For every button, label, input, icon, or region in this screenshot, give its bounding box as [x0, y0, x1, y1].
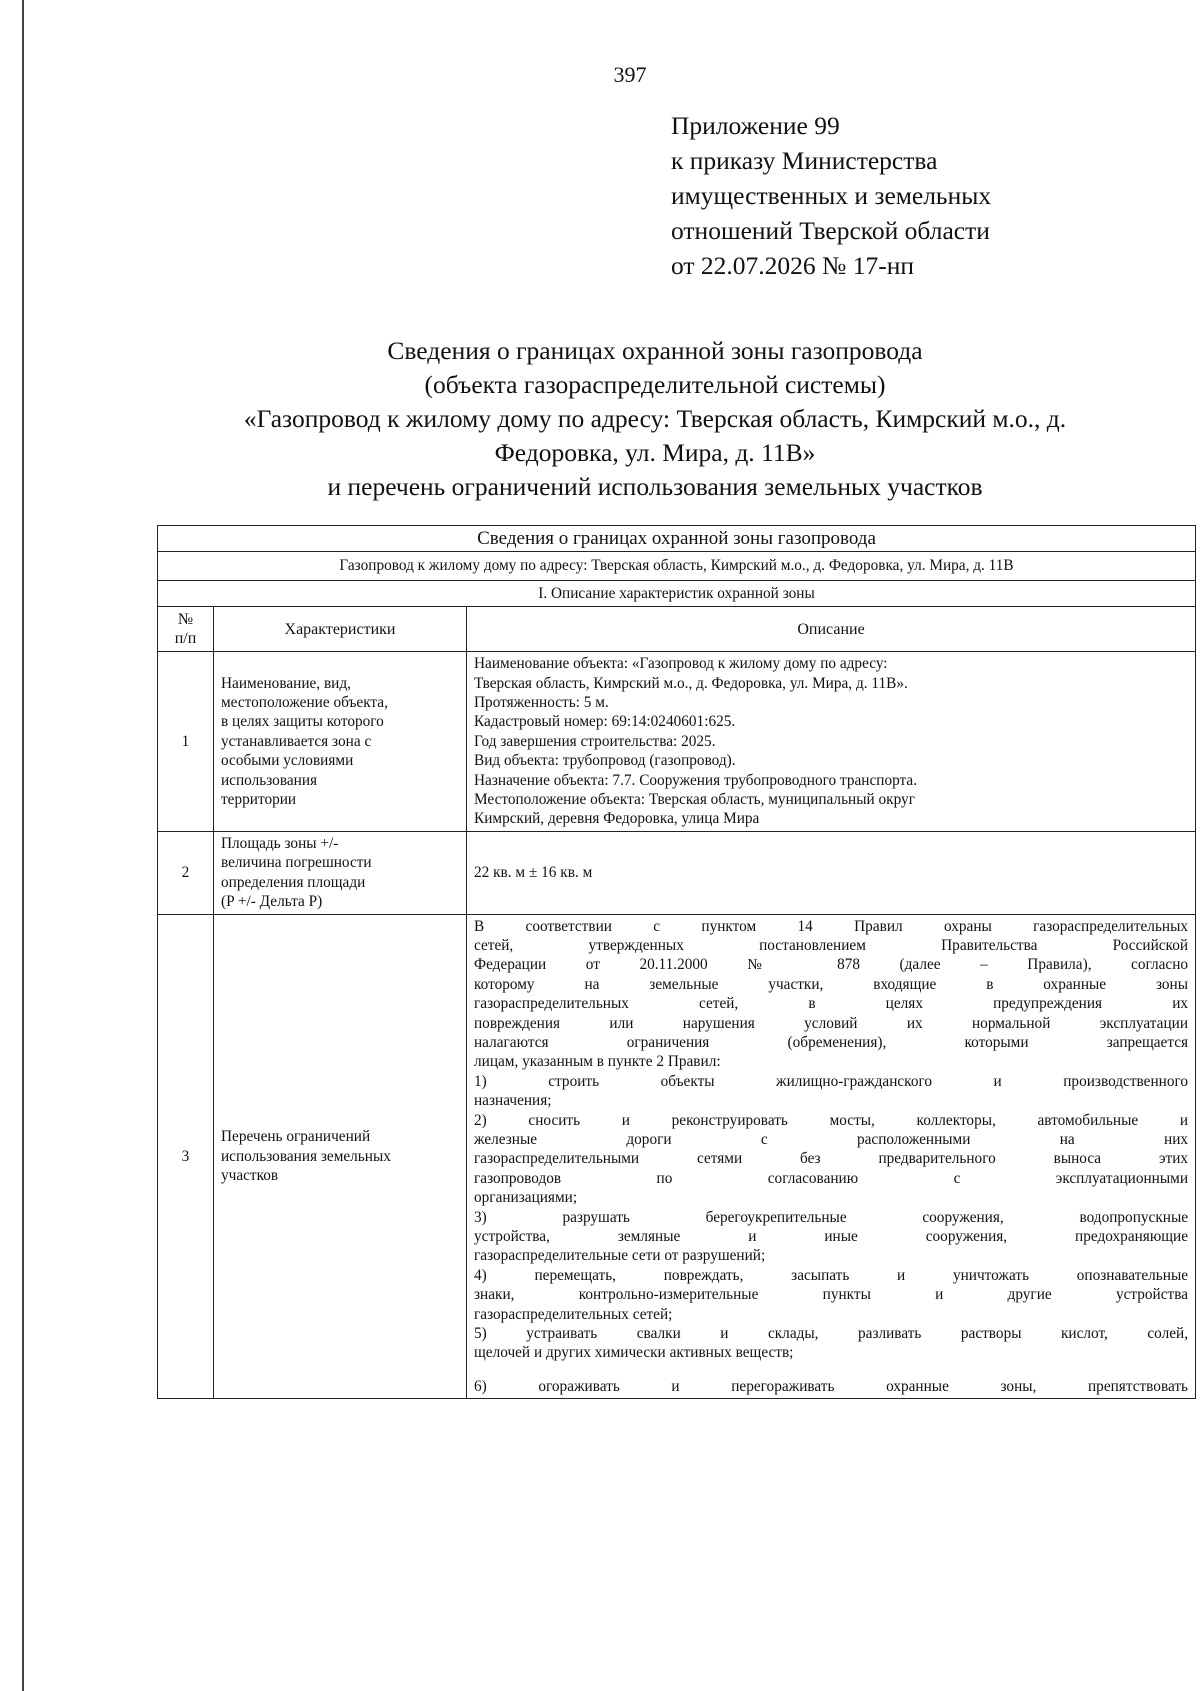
column-header-description: Описание: [467, 607, 1196, 652]
row-description: [467, 914, 1196, 1399]
description-line: Вид объекта: трубопровод (газопровод).: [474, 752, 736, 770]
description-line: газораспределительных сетей;: [474, 1305, 673, 1323]
characteristic-line: Перечень ограничений: [221, 1128, 371, 1146]
title-line: Сведения о границах охранной зоны газопровода: [387, 336, 923, 365]
characteristic-line: территории: [221, 791, 297, 809]
table-heading: Сведения о границах охранной зоны газопровода: [158, 526, 1196, 552]
appendix-line: к приказу Министерства: [671, 146, 938, 175]
description-line: лицам, указанным в пункте 2 Правил:: [474, 1053, 721, 1071]
page-number: 397: [613, 62, 647, 87]
characteristic-line: устанавливается зона с: [221, 732, 372, 750]
description-line: Федерации от 20.11.2000 № 878 (далее – Правила), согласно: [474, 956, 1189, 974]
description-line: Год завершения строительства: 2025.: [474, 732, 716, 750]
row-description: [467, 652, 1196, 832]
description-line: железные дороги с расположенными на них: [474, 1130, 1189, 1148]
characteristic-line: в целях защиты которого: [221, 713, 384, 731]
appendix-line: отношений Тверской области: [671, 216, 990, 245]
appendix-line: Приложение 99: [671, 111, 840, 140]
description-line: 1) строить объекты жилищно-гражданского и производственного: [474, 1072, 1189, 1090]
column-header-characteristics: Характеристики: [214, 607, 467, 652]
description-line: 3) разрушать берегоукрепительные сооружения, водопропускные: [474, 1208, 1189, 1226]
characteristic-line: особыми условиями: [221, 752, 354, 770]
description-line: сетей, утвержденных постановлением Правительства Российской: [474, 936, 1189, 954]
appendix-block: [671, 108, 1171, 283]
table-row: [158, 914, 1196, 1399]
description-line: газораспределительных сетей, в целях предупреждения их: [474, 995, 1189, 1013]
description-line: повреждения или нарушения условий их нормальной эксплуатации: [474, 1014, 1189, 1032]
characteristic-line: величина погрешности: [221, 854, 372, 872]
row-number: 1: [158, 652, 214, 832]
zone-info-table: [157, 525, 1196, 1399]
row-characteristic: [214, 831, 467, 914]
table-object-row: [158, 552, 1196, 580]
title-line: и перечень ограничений использования земельных участков: [327, 472, 983, 501]
table-section-title: I. Описание характеристик охранной зоны: [158, 580, 1196, 606]
description-blank-line: [474, 1363, 1188, 1377]
title-line: «Газопровод к жилому дому по адресу: Тверская область, Кимрский м.о., д.: [243, 404, 1067, 433]
table-heading-row: [158, 526, 1196, 552]
description-line: В соответствии с пунктом 14 Правил охраны газораспределительных: [474, 917, 1189, 935]
document-title: [150, 334, 1160, 504]
title-line: Федоровка, ул. Мира, д. 11В»: [494, 438, 816, 467]
description-line: Протяженность: 5 м.: [474, 694, 609, 712]
table-header-row: [158, 607, 1196, 652]
description-line: которому на земельные участки, входящие в охранные зоны: [474, 975, 1189, 993]
description-line: Местоположение объекта: Тверская область, муниципальный округ: [474, 791, 915, 809]
characteristic-line: Площадь зоны +/-: [221, 834, 339, 852]
characteristic-line: использования: [221, 771, 318, 789]
characteristic-line: местоположение объекта,: [221, 694, 388, 712]
description-line: 22 кв. м ± 16 кв. м: [474, 863, 593, 881]
appendix-line: имущественных и земельных: [671, 181, 992, 210]
description-line: 5) устраивать свалки и склады, разливать растворы кислот, солей,: [474, 1325, 1189, 1343]
row-characteristic: [214, 652, 467, 832]
description-line: Кадастровый номер: 69:14:0240601:625.: [474, 713, 736, 731]
characteristic-line: Наименование, вид,: [221, 674, 351, 692]
description-line: Тверская область, Кимрский м.о., д. Федоровка, ул. Мира, д. 11В».: [474, 674, 908, 692]
characteristic-line: использования земельных: [221, 1147, 391, 1165]
title-line: (объекта газораспределительной системы): [424, 370, 886, 399]
description-line: Наименование объекта: «Газопровод к жилому дому по адресу:: [474, 655, 888, 673]
description-line: Кимрский, деревня Федоровка, улица Мира: [474, 810, 760, 828]
table-object-line: Газопровод к жилому дому по адресу: Тверская область, Кимрский м.о., д. Федоровка, ул. Мира, д. 11В: [158, 552, 1196, 580]
characteristic-line: (P +/- Дельта P): [221, 893, 323, 911]
column-header-number-line: №: [177, 610, 194, 628]
description-line: 4) перемещать, повреждать, засыпать и уничтожать опознавательные: [474, 1266, 1189, 1284]
column-header-number: [158, 607, 214, 652]
table-row: [158, 831, 1196, 914]
characteristic-line: определения площади: [221, 873, 366, 891]
scan-edge-line: [22, 0, 24, 1691]
description-line: назначения;: [474, 1092, 552, 1110]
column-header-number-line: п/п: [174, 630, 197, 648]
description-line: газораспределительные сети от разрушений;: [474, 1247, 766, 1265]
description-line: газопроводов по согласованию с эксплуатационными: [474, 1169, 1189, 1187]
row-description: [467, 831, 1196, 914]
description-line: газораспределительными сетями без предварительного выноса этих: [474, 1150, 1189, 1168]
table-section-row: [158, 580, 1196, 606]
description-line: щелочей и других химически активных веществ;: [474, 1344, 794, 1362]
characteristic-line: участков: [221, 1167, 279, 1185]
description-line: 2) сносить и реконструировать мосты, коллекторы, автомобильные и: [474, 1111, 1189, 1129]
description-line: Назначение объекта: 7.7. Сооружения трубопроводного транспорта.: [474, 771, 918, 789]
description-line: знаки, контрольно-измерительные пункты и другие устройства: [474, 1286, 1189, 1304]
table-row: [158, 652, 1196, 832]
row-number: 2: [158, 831, 214, 914]
description-line: налагаются ограничения (обременения), которыми запрещается: [474, 1033, 1189, 1051]
row-characteristic: [214, 914, 467, 1399]
appendix-line: от 22.07.2026 № 17-нп: [671, 251, 915, 280]
description-line: устройства, земляные и иные сооружения, предохраняющие: [474, 1228, 1189, 1245]
description-line: организациями;: [474, 1189, 578, 1207]
row-number: 3: [158, 914, 214, 1399]
description-line: 6) огораживать и перегораживать охранные зоны, препятствовать: [474, 1377, 1189, 1395]
